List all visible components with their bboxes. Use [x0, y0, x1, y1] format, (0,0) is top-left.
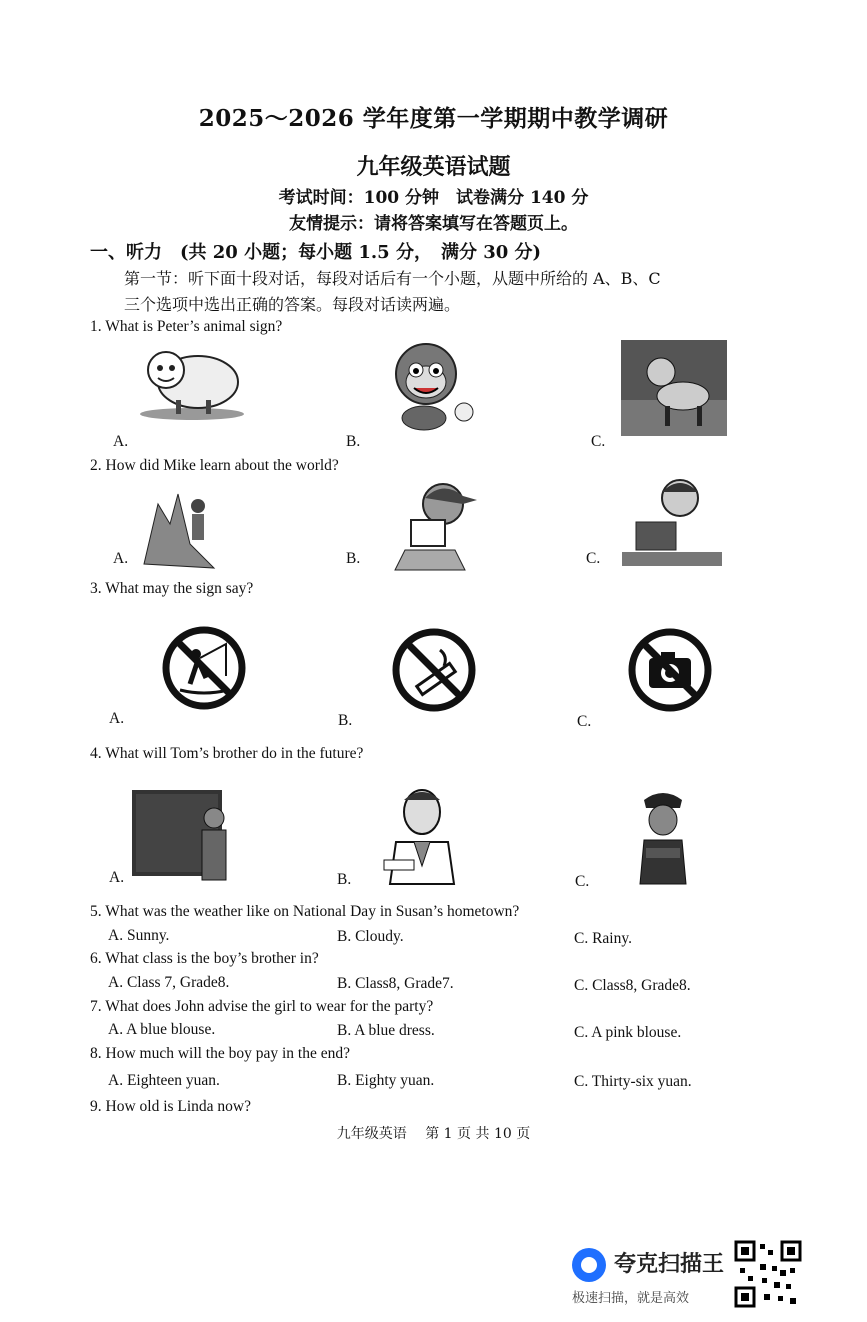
- section-intro-line1: 第一节：听下面十段对话，每段对话后有一个小题，从题中所给的 A、B、C: [124, 269, 661, 288]
- q5-option-c: C. Rainy.: [574, 930, 632, 947]
- doctor-icon: [380, 786, 464, 886]
- scanner-brand-name: 夸克扫描王: [614, 1252, 725, 1277]
- no-fishing-icon: [160, 624, 248, 712]
- horse-icon: [621, 340, 727, 436]
- q2-option-c: C.: [586, 550, 601, 567]
- q2-option-b: B.: [346, 550, 361, 567]
- section-heading: 一、听力 (共 20 小题；每小题 1.5 分， 满分 30 分): [90, 242, 542, 263]
- q6-option-b: B. Class8, Grade7.: [337, 975, 454, 992]
- sheep-icon: [136, 340, 248, 422]
- q7-option-c: C. A pink blouse.: [574, 1024, 682, 1041]
- police-icon: [636, 786, 690, 886]
- q8-option-b: B. Eighty yuan.: [337, 1072, 435, 1089]
- q5-option-b: B. Cloudy.: [337, 928, 404, 945]
- travel-icon: [134, 484, 220, 572]
- teacher-icon: [132, 790, 234, 884]
- scanner-watermark: [572, 1245, 732, 1315]
- no-photos-icon: [627, 626, 713, 714]
- q1-option-b: B.: [346, 433, 361, 450]
- q1-option-c: C.: [591, 433, 606, 450]
- question-8: 8. How much will the boy pay in the end?: [90, 1045, 351, 1062]
- q8-option-a: A. Eighteen yuan.: [108, 1072, 220, 1089]
- q6-option-a: A. Class 7, Grade8.: [108, 974, 230, 991]
- exam-title: 2025～2026 学年度第一学期期中教学调研: [198, 105, 669, 132]
- q3-option-c: C.: [577, 713, 592, 730]
- q7-option-a: A. A blue blouse.: [108, 1021, 216, 1038]
- scanner-tagline: 极速扫描，就是高效: [572, 1291, 690, 1306]
- exam-info: 考试时间：100 分钟 试卷满分 140 分: [278, 188, 589, 208]
- q6-option-c: C. Class8, Grade8.: [574, 977, 691, 994]
- scanner-logo-icon: [572, 1248, 606, 1282]
- exam-subtitle: 九年级英语试题: [356, 154, 511, 180]
- q2-option-a: A.: [113, 550, 129, 567]
- question-7: 7. What does John advise the girl to wear for the party?: [90, 998, 434, 1015]
- monkey-icon: [374, 338, 482, 434]
- q5-option-a: A. Sunny.: [108, 927, 170, 944]
- q8-option-c: C. Thirty-six yuan.: [574, 1073, 692, 1090]
- question-6: 6. What class is the boy’s brother in?: [90, 950, 319, 967]
- qr-code-icon: [734, 1240, 802, 1308]
- question-4: 4. What will Tom’s brother do in the future?: [90, 745, 364, 762]
- section-intro-line2: 三个选项中选出正确的答案。每段对话读两遍。: [124, 295, 461, 314]
- question-3: 3. What may the sign say?: [90, 580, 254, 597]
- q4-option-a: A.: [109, 869, 125, 886]
- q1-option-a: A.: [113, 433, 129, 450]
- no-smoking-icon: [390, 626, 478, 714]
- exam-tip: 友情提示：请将答案填写在答题页上。: [289, 214, 578, 234]
- question-1: 1. What is Peter’s animal sign?: [90, 318, 283, 335]
- question-9: 9. How old is Linda now?: [90, 1098, 252, 1115]
- q4-option-c: C.: [575, 873, 590, 890]
- q7-option-b: B. A blue dress.: [337, 1022, 435, 1039]
- computer-icon: [622, 472, 722, 568]
- q3-option-b: B.: [338, 712, 353, 729]
- question-5: 5. What was the weather like on National Day in Susan’s hometown?: [90, 903, 520, 920]
- reading-icon: [385, 480, 483, 574]
- q4-option-b: B.: [337, 871, 352, 888]
- question-2: 2. How did Mike learn about the world?: [90, 457, 339, 474]
- q3-option-a: A.: [109, 710, 125, 727]
- page-footer: 九年级英语 第 1 页 共 10 页: [336, 1126, 531, 1142]
